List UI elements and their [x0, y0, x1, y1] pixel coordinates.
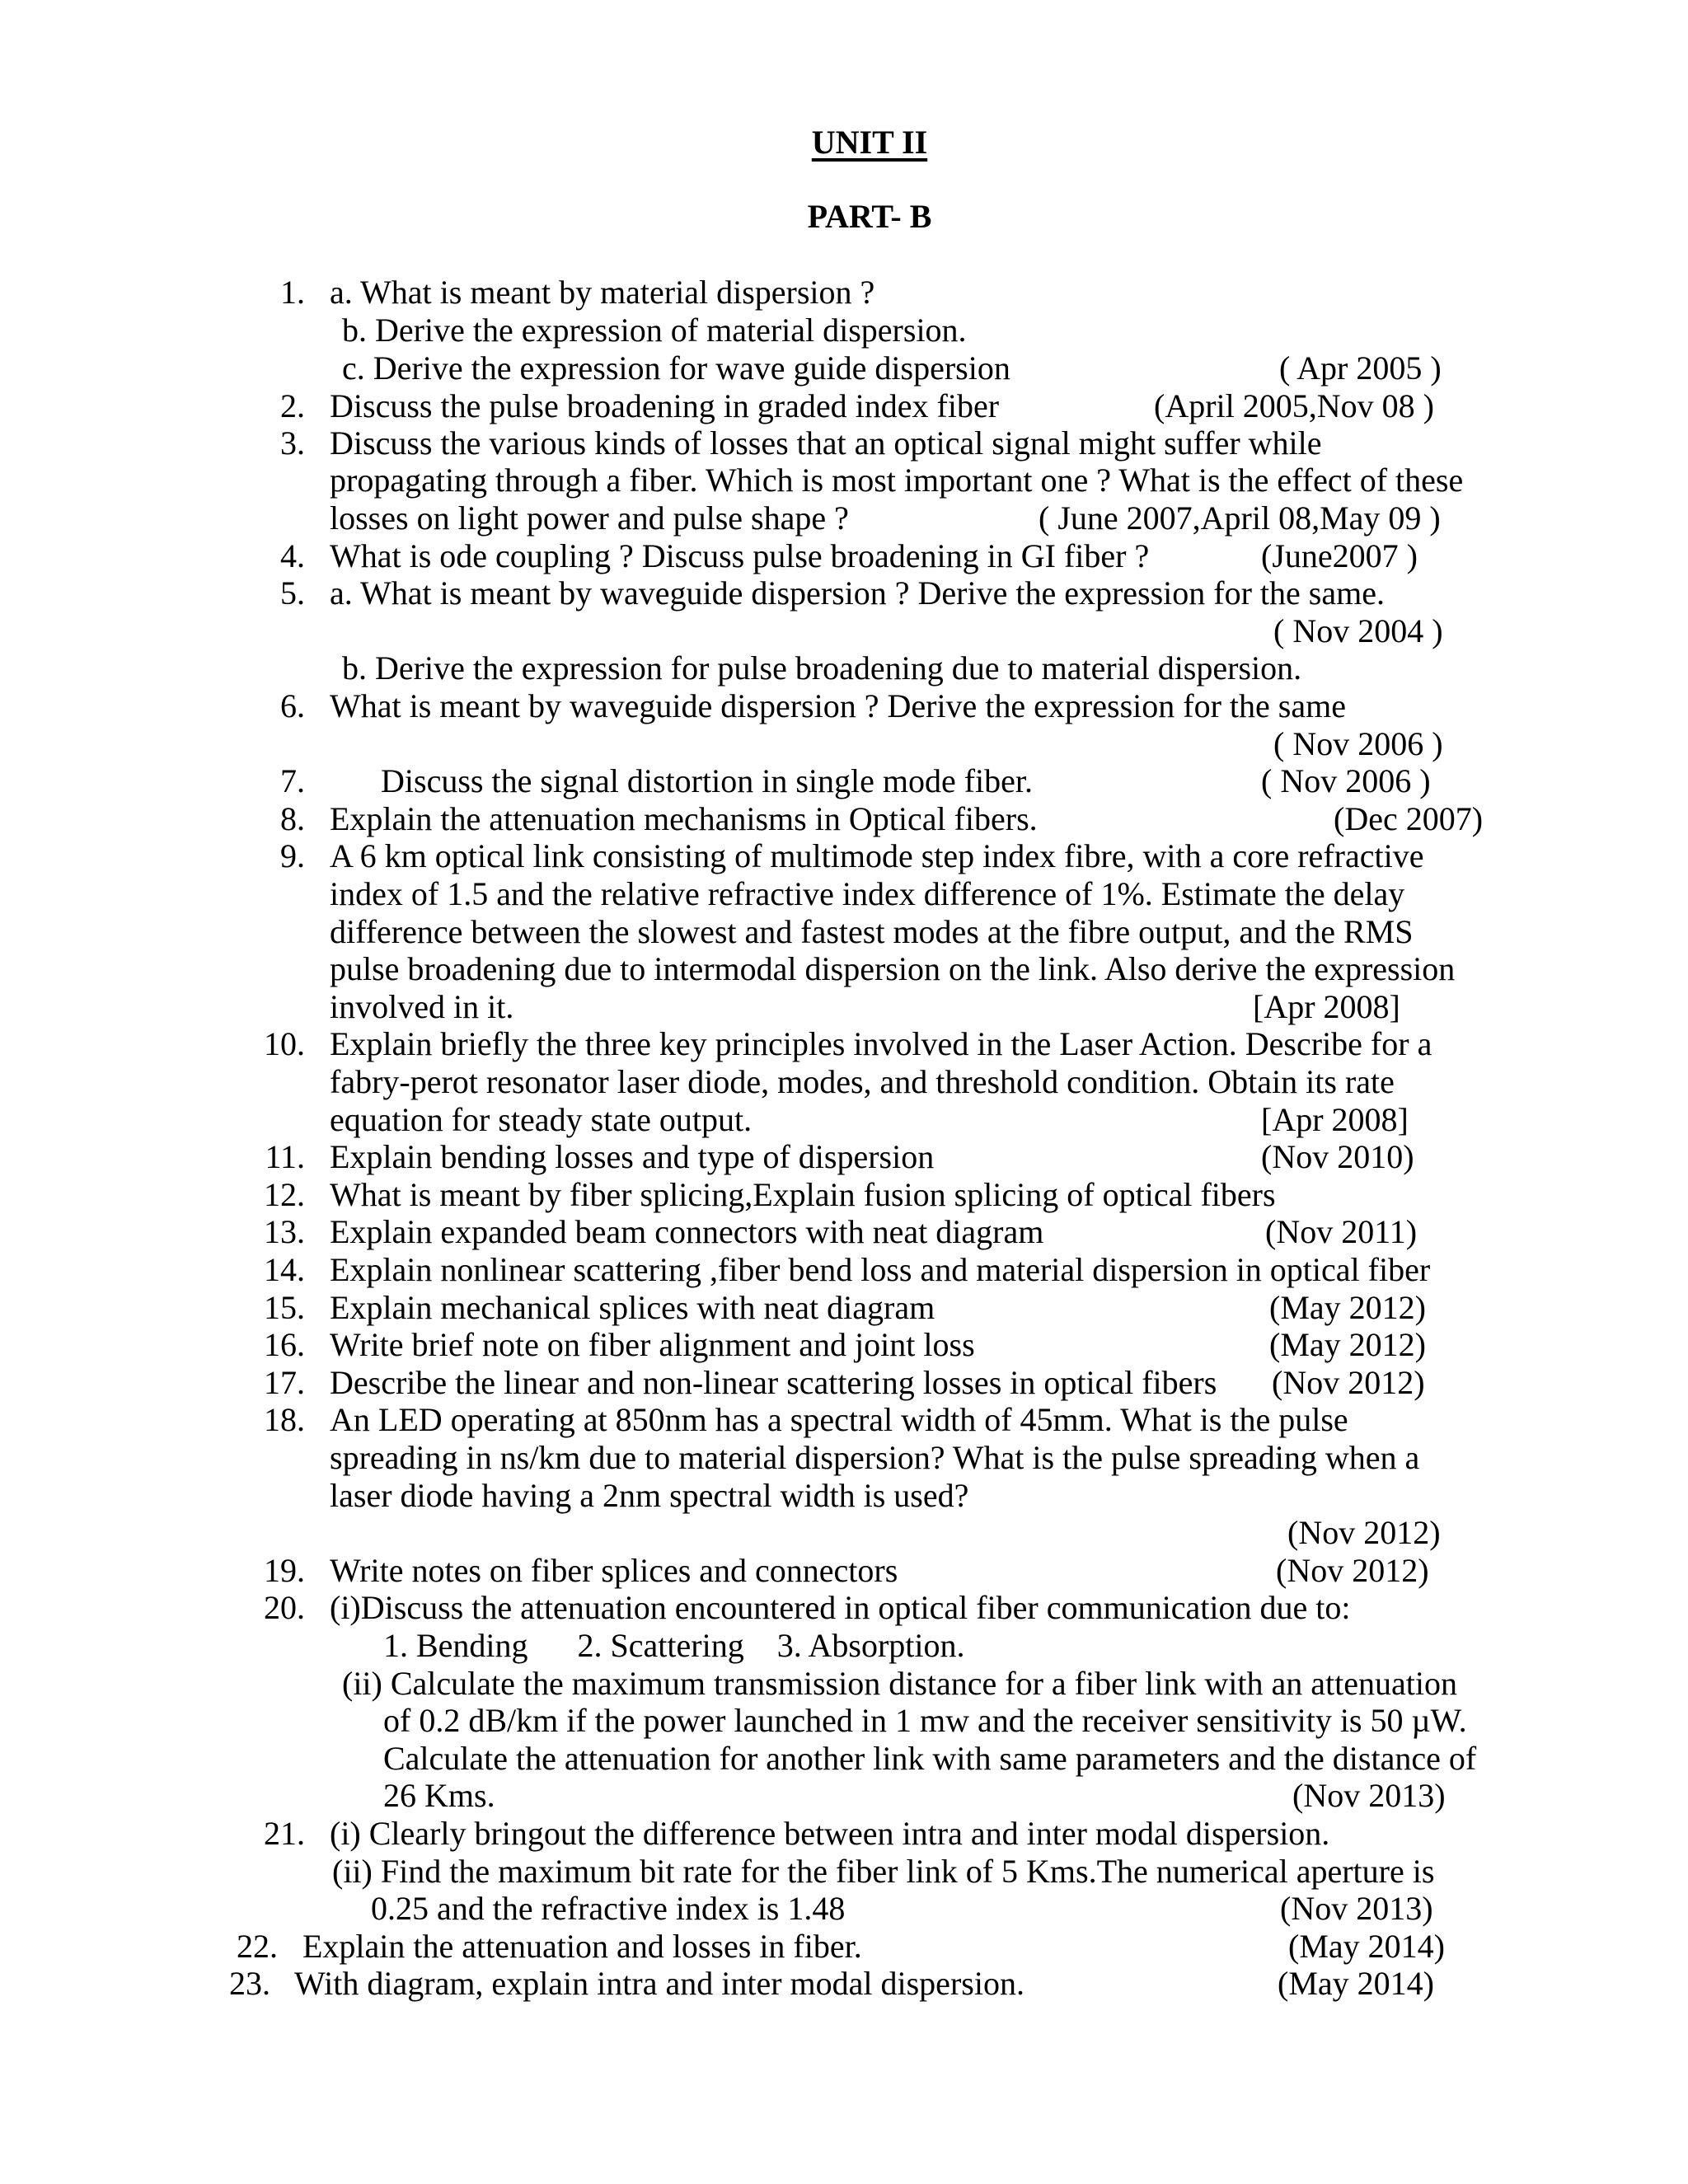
question-continuation-line [0, 913, 1688, 951]
exam-date: (April 2005,Nov 08 ) [1154, 387, 1434, 424]
question-continuation-line [0, 1101, 1688, 1139]
question-item [0, 1928, 1688, 1966]
question-continuation-line [0, 1740, 1688, 1778]
question-text: What is ode coupling ? Discuss pulse broadening in GI fiber ? [330, 537, 1150, 574]
question-item [0, 387, 1688, 425]
exam-date: (May 2012) [1269, 1326, 1426, 1363]
question-text: Describe the linear and non-linear scattering losses in optical fibers [330, 1364, 1217, 1401]
question-text: pulse broadening due to intermodal dispersion on the link. Also derive the expression [330, 950, 1456, 987]
question-text: spreading in ns/km due to material dispersion? What is the pulse spreading when a [330, 1439, 1420, 1476]
question-continuation-line [0, 1063, 1688, 1101]
question-item [0, 1364, 1688, 1402]
question-item [0, 1251, 1688, 1289]
question-text: fabry-perot resonator laser diode, modes, and threshold condition. Obtain its rate [330, 1063, 1395, 1100]
question-number: 17. [264, 1364, 305, 1401]
question-number: 12. [264, 1176, 305, 1213]
question-number: 22. [237, 1928, 278, 1965]
question-text: losses on light power and pulse shape ? [330, 499, 849, 537]
question-continuation-line [0, 725, 1688, 763]
question-continuation-line [0, 988, 1688, 1026]
question-text: An LED operating at 850nm has a spectral width of 45mm. What is the pulse [330, 1401, 1348, 1438]
question-item [0, 1815, 1688, 1853]
question-text: Explain bending losses and type of dispersion [330, 1138, 935, 1175]
question-number: 20. [264, 1589, 305, 1626]
question-text: Write brief note on fiber alignment and joint loss [330, 1326, 975, 1363]
question-continuation-line [0, 649, 1688, 687]
question-text: Explain mechanical splices with neat diagram [330, 1289, 935, 1326]
question-number: 4. [280, 537, 305, 574]
question-continuation-line [0, 1477, 1688, 1515]
question-text: difference between the slowest and fastest modes at the fibre output, and the RMS [330, 913, 1414, 950]
question-text: 26 Kms. [383, 1777, 495, 1814]
question-number: 19. [264, 1552, 305, 1589]
question-continuation-line [0, 1514, 1688, 1552]
question-continuation-line [0, 612, 1688, 650]
question-number: 11. [265, 1138, 305, 1175]
question-text: Discuss the various kinds of losses that an optical signal might suffer while [330, 424, 1322, 462]
question-item [0, 1289, 1688, 1327]
question-continuation-line [0, 1777, 1688, 1815]
question-continuation-line [0, 499, 1688, 537]
question-continuation-line [0, 875, 1688, 913]
question-number: 7. [280, 762, 305, 799]
question-text: Explain briefly the three key principles involved in the Laser Action. Describe for a [330, 1025, 1432, 1062]
question-number: 6. [280, 687, 305, 724]
exam-date: ( June 2007,April 08,May 09 ) [1039, 499, 1441, 537]
question-text: index of 1.5 and the relative refractive index difference of 1%. Estimate the delay [330, 875, 1405, 912]
question-item [0, 1213, 1688, 1251]
question-number: 3. [280, 424, 305, 462]
question-continuation-line [0, 312, 1688, 349]
exam-date: ( Apr 2005 ) [1279, 349, 1442, 387]
question-text: What is meant by fiber splicing,Explain fusion splicing of optical fibers [330, 1176, 1276, 1213]
question-text: Explain nonlinear scattering ,fiber bend loss and material dispersion in optical fiber [330, 1251, 1431, 1288]
exam-date: (Nov 2012) [1276, 1552, 1429, 1589]
question-item [0, 1326, 1688, 1364]
question-text: propagating through a fiber. Which is most important one ? What is the effect of these [330, 462, 1464, 499]
question-text: (ii) Calculate the maximum transmission distance for a fiber link with an attenuation [342, 1665, 1457, 1702]
question-text: Calculate the attenuation for another link with same parameters and the distance of [383, 1740, 1477, 1777]
question-item [0, 762, 1688, 800]
question-item [0, 1401, 1688, 1439]
question-number: 9. [280, 837, 305, 874]
question-text: of 0.2 dB/km if the power launched in 1 mw and the receiver sensitivity is 50 µW. [383, 1702, 1467, 1739]
exam-date: (Nov 2012) [1272, 1364, 1425, 1401]
exam-date: (May 2014) [1288, 1928, 1445, 1965]
question-number: 5. [280, 574, 305, 612]
question-continuation-line [0, 1853, 1688, 1891]
question-item [0, 274, 1688, 312]
question-number: 16. [264, 1326, 305, 1363]
question-number: 8. [280, 800, 305, 837]
question-text: (i) Clearly bringout the difference between intra and inter modal dispersion. [330, 1815, 1330, 1852]
question-number: 21. [264, 1815, 305, 1852]
question-continuation-line [0, 349, 1688, 387]
question-text: 1. Bending 2. Scattering 3. Absorption. [383, 1627, 965, 1664]
question-item [0, 1025, 1688, 1063]
question-text: Explain expanded beam connectors with neat diagram [330, 1213, 1044, 1250]
question-text: Discuss the pulse broadening in graded index fiber [330, 387, 1000, 424]
question-text: Discuss the signal distortion in single mode fiber. [381, 762, 1034, 799]
exam-date: (Dec 2007) [1334, 800, 1484, 837]
question-item [0, 1965, 1688, 2003]
exam-date: (Nov 2010) [1261, 1138, 1414, 1175]
question-number: 10. [264, 1025, 305, 1062]
question-item [0, 800, 1688, 838]
question-item [0, 1176, 1688, 1214]
exam-date: [Apr 2008] [1261, 1101, 1409, 1138]
question-item [0, 424, 1688, 462]
question-text: b. Derive the expression of material dispersion. [342, 312, 967, 349]
question-number: 14. [264, 1251, 305, 1288]
unit-title: UNIT II [811, 124, 928, 161]
question-text: What is meant by waveguide dispersion ? Derive the expression for the same [330, 687, 1346, 724]
exam-date: (May 2012) [1269, 1289, 1426, 1326]
question-text: (i)Discuss the attenuation encountered in optical fiber communication due to: [330, 1589, 1351, 1626]
question-text: With diagram, explain intra and inter modal dispersion. [294, 1965, 1025, 2002]
question-text: c. Derive the expression for wave guide dispersion [342, 349, 1010, 387]
question-number: 1. [280, 274, 305, 311]
question-item [0, 837, 1688, 875]
exam-date: (June2007 ) [1261, 537, 1418, 574]
exam-date: [Apr 2008] [1253, 988, 1400, 1025]
question-text: involved in it. [330, 988, 514, 1025]
question-text: 0.25 and the refractive index is 1.48 [371, 1890, 846, 1927]
question-text: Explain the attenuation mechanisms in Optical fibers. [330, 800, 1038, 837]
question-item [0, 687, 1688, 725]
exam-date: (Nov 2013) [1292, 1777, 1446, 1814]
question-text: b. Derive the expression for pulse broadening due to material dispersion. [342, 649, 1302, 687]
question-text: a. What is meant by waveguide dispersion ? Derive the expression for the same. [330, 574, 1385, 612]
part-title: PART- B [807, 198, 932, 235]
question-continuation-line [0, 950, 1688, 988]
exam-date: (Nov 2013) [1280, 1890, 1433, 1927]
question-text: equation for steady state output. [330, 1101, 753, 1138]
question-continuation-line [0, 1890, 1688, 1928]
question-continuation-line [0, 1665, 1688, 1703]
question-continuation-line [0, 1627, 1688, 1665]
exam-date: ( Nov 2006 ) [1261, 762, 1431, 799]
exam-date: ( Nov 2004 ) [1273, 612, 1443, 649]
question-number: 2. [280, 387, 305, 424]
question-item [0, 1589, 1688, 1627]
question-item [0, 574, 1688, 612]
exam-date: (May 2014) [1278, 1965, 1434, 2002]
question-item [0, 537, 1688, 575]
question-continuation-line [0, 1702, 1688, 1740]
question-text: Write notes on fiber splices and connectors [330, 1552, 898, 1589]
question-number: 23. [229, 1965, 270, 2002]
question-text: laser diode having a 2nm spectral width is used? [330, 1477, 969, 1514]
question-text: a. What is meant by material dispersion ? [330, 274, 875, 311]
question-number: 13. [264, 1213, 305, 1250]
question-continuation-line [0, 462, 1688, 499]
question-text: A 6 km optical link consisting of multimode step index fibre, with a core refractive [330, 837, 1424, 874]
question-text: (ii) Find the maximum bit rate for the fiber link of 5 Kms.The numerical aperture is [332, 1853, 1435, 1890]
question-number: 18. [264, 1401, 305, 1438]
exam-date: ( Nov 2006 ) [1273, 725, 1443, 762]
question-item [0, 1138, 1688, 1176]
exam-date: (Nov 2012) [1287, 1514, 1441, 1551]
question-item [0, 1552, 1688, 1590]
question-text: Explain the attenuation and losses in fiber. [302, 1928, 862, 1965]
exam-date: (Nov 2011) [1265, 1213, 1418, 1250]
question-number: 15. [264, 1289, 305, 1326]
question-continuation-line [0, 1439, 1688, 1477]
